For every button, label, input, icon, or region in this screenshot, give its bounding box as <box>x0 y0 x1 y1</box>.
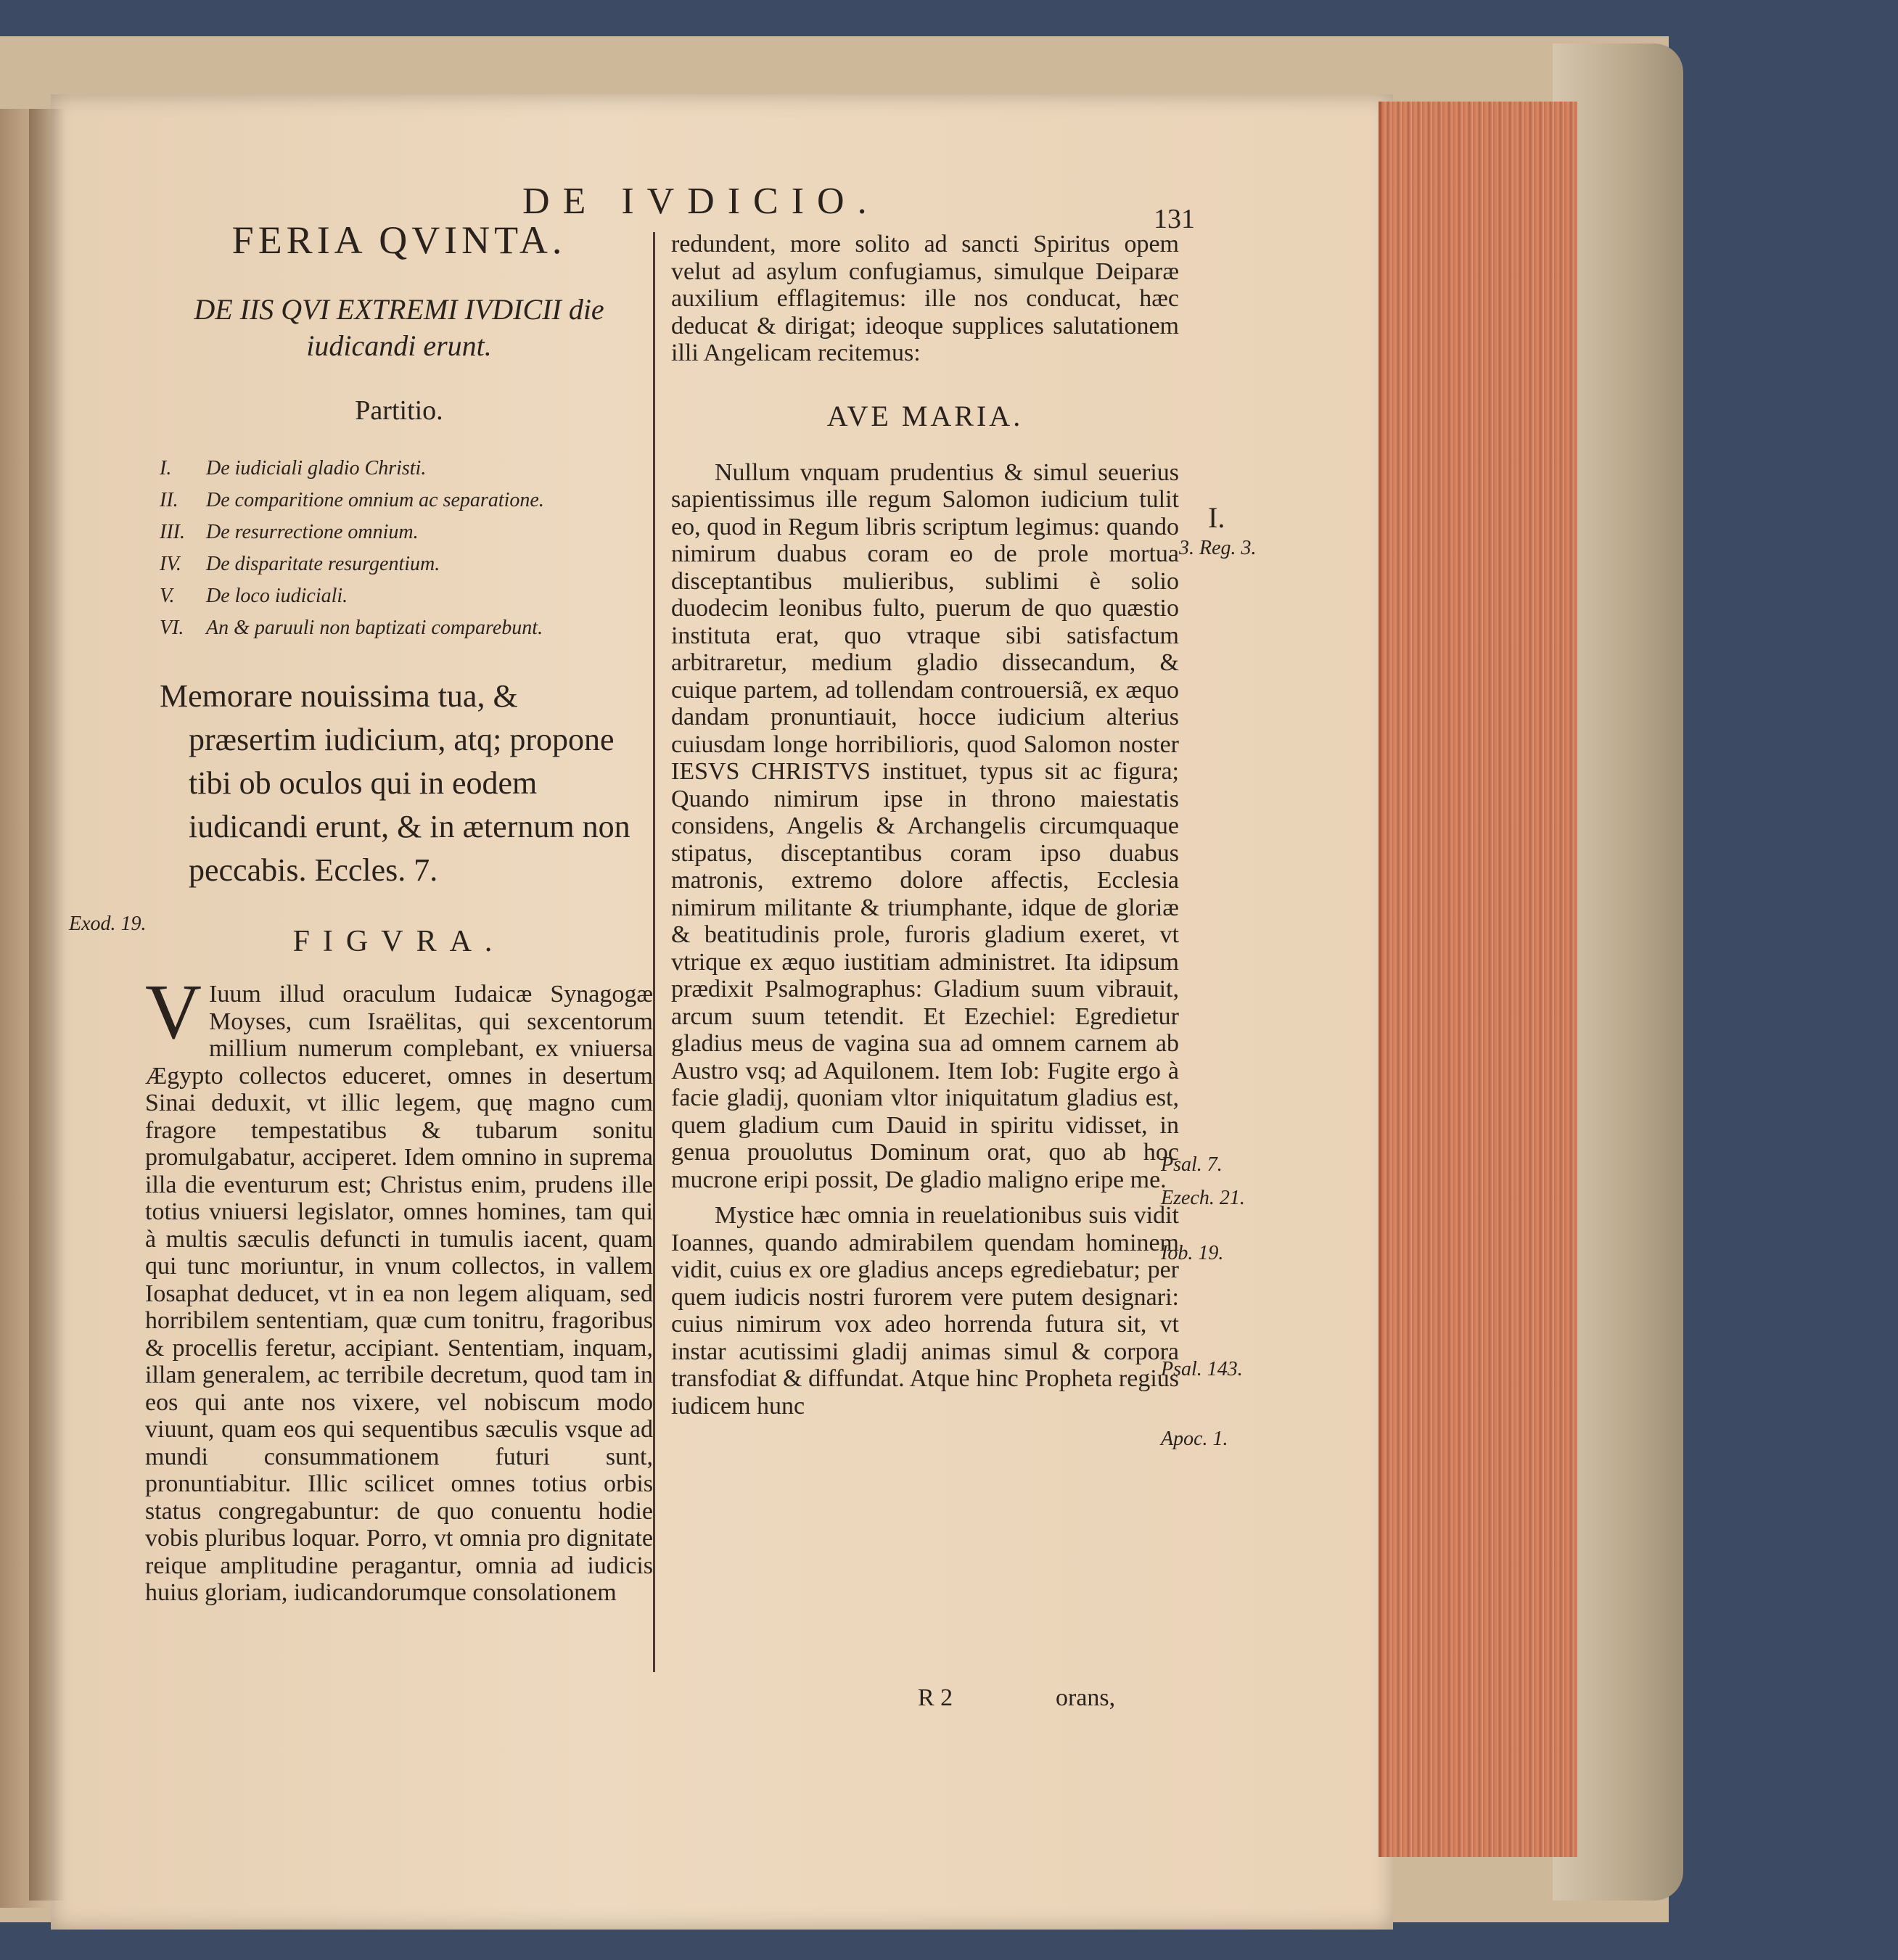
figura-text: Iuum illud oraculum Iudaicæ Synagogæ Moyses, cum Israëlitas, qui sexcentorum millium numerum complebant, ex vniuersa Ægypto collectos educeret, omnes in desertum Sinai deduxit, vt illic legem, quę magno cum fragore tempestatibus & tubarum sonitu promulgabatur, acciperet. Idem omnino in suprema illa die eventurum est; Christus enim, prudens ille totius vniuersi legislator, omnes homines, tam qui à multis sæculis defuncti in tumulis iacent, quam qui tunc moriuntur, in vnum collectos, in vallem Iosaphat deducet, vt in ea non legem aliquam, sed horribilem sententiam, quæ cum tonitru, fragoribus & procellis feretur, accipiant. Sententiam, inquam, illam generalem, ac terribile decretum, quod tam in eos qui ante nos vixere, vel nobiscum modo viuunt, quam eos qui sequentibus sæculis vsque ad mundi consummationem futuri sunt, pronuntiabitur. Illic scilicet omnes totius orbis status congregabuntur: de quo conuentu hodie vobis pluribus loquar. Porro, vt omnia pro dignitate reique amplitudine peragantur, omnia ad iudicis huius gloriam, iudicandorumque consolationem <box>145 981 653 1606</box>
margin-note-iob: Iob. 19. <box>1161 1242 1224 1264</box>
paragraph-salomon: Nullum vnquam prudentius & simul seuerius sapientissimus ille regum Salomon iudicium tulit eo, quod in Regum libris scriptum legimus: quando nimirum duabus coram eo de prole mortua disceptantibus mulieribus, sublimi è solio duodecim leonibus fulto, puerum de quo quæstio instituta erat, quo vtraque sibi satisfactum arbitraretur, medium gladio dissecandum, & cuique partem, ad tollendam controuersiã, ex æquo dandam pronuntiauit, hocce iudicium alterius cuiusdam longe horribilioris, quod Salomon noster IESVS CHRISTVS instituet, typus sit ac figura; Quando nimirum ipse in throno maiestatis considens, Angelis & Archangelis circumquaque stipatus, disceptantibus coram ipso duabus matronis, extremo dolore affectis, Ecclesia nimirum militante & triumphante, idque de gloriæ & beatitudinis prole, furoris gladium exeret, vt vtrique ex æquo iustitiam administret. Ita idipsum prædixit Psalmographus: Gladium suum vibrauit, arcum suum tetendit. Et Ezechiel: Egredietur gladius meus de vagina sua ad omnem carnem ab Austro vsq; ad Aquilonem. Item Iob: Fugite ergo à facie gladij, quoniam vltor iniquitatum gladius est, quem gladium cum Dauid in spiritu vidisset, in genua prouolutus Dominum orat, quo ab hoc mucrone eripi possit, De gladio maligno eripe me. <box>671 458 1179 1193</box>
margin-note-psal143: Psal. 143. <box>1161 1358 1243 1380</box>
margin-roman-i: I. <box>1208 501 1225 534</box>
catchword: orans, <box>1056 1684 1116 1711</box>
margin-note-apoc: Apoc. 1. <box>1161 1428 1228 1450</box>
column-rule <box>653 232 655 1672</box>
partitio-item: IV. De disparitate resurgentium. <box>160 553 440 575</box>
memorare-quote: Memorare nouissima tua, & præsertim iudicium, atq; propone tibi ob oculos qui in eodem iudicandi erunt, & in æternum non peccabis. Eccles. 7. <box>160 678 630 888</box>
partitio-item: V. De loco iudiciali. <box>160 585 348 607</box>
partitio-heading: Partitio. <box>355 395 443 426</box>
margin-note-ezech: Ezech. 21. <box>1161 1187 1245 1209</box>
partitio-item: I. De iudiciali gladio Christi. <box>160 457 427 479</box>
partitio-item: VI. An & paruuli non baptizati comparebunt. <box>160 617 543 639</box>
right-column <box>671 231 1179 1420</box>
page-number: 131 <box>1154 204 1195 234</box>
partitio-list <box>160 453 653 644</box>
running-head: DE IVDICIO. <box>522 181 880 222</box>
gutter-shadow <box>29 109 65 1901</box>
signature-mark: R 2 <box>918 1684 953 1711</box>
partitio-item: II. De comparitione omnium ac separatione. <box>160 489 544 511</box>
prayer-intro: redundent, more solito ad sancti Spiritus opem velut ad asylum confugiamus, simulque Deiparæ auxilium efflagitemus: ille nos conducat, hæc deducat & dirigat; ideoque supplices salutationem illi Angelicam recitemus: <box>671 231 1179 366</box>
section-title: FERIA QVINTA. <box>231 218 567 262</box>
left-column <box>145 218 653 1607</box>
figura-heading: FIGVRA. <box>292 925 506 958</box>
margin-note-reg: 3. Reg. 3. <box>1179 537 1257 559</box>
section-subtitle: DE IIS QVI EXTREMI IVDICII die iudicandi erunt. <box>194 293 604 362</box>
red-page-edges <box>1379 102 1577 1857</box>
ave-maria-heading: AVE MARIA. <box>826 399 1024 432</box>
drop-cap: V <box>145 969 202 1055</box>
margin-note-psal7: Psal. 7. <box>1161 1153 1223 1176</box>
partitio-item: III. De resurrectione omnium. <box>160 521 419 543</box>
figura-body <box>145 969 653 1607</box>
paragraph-mystice: Mystice hæc omnia in reuelationibus suis vidit Ioannes, quando admirabilem quendam hominem vidit, cuius ex ore gladius anceps egrediebatur; per quem iudicis nostri furorem vere putem designari: cuius nimirum vox adeo horrenda futura sit, vt instar acutissimi gladij animas simul & corpora transfodiat & diffundat. Atque hinc Propheta regius iudicem hunc <box>671 1202 1179 1420</box>
margin-note-exod: Exod. 19. <box>69 913 147 935</box>
